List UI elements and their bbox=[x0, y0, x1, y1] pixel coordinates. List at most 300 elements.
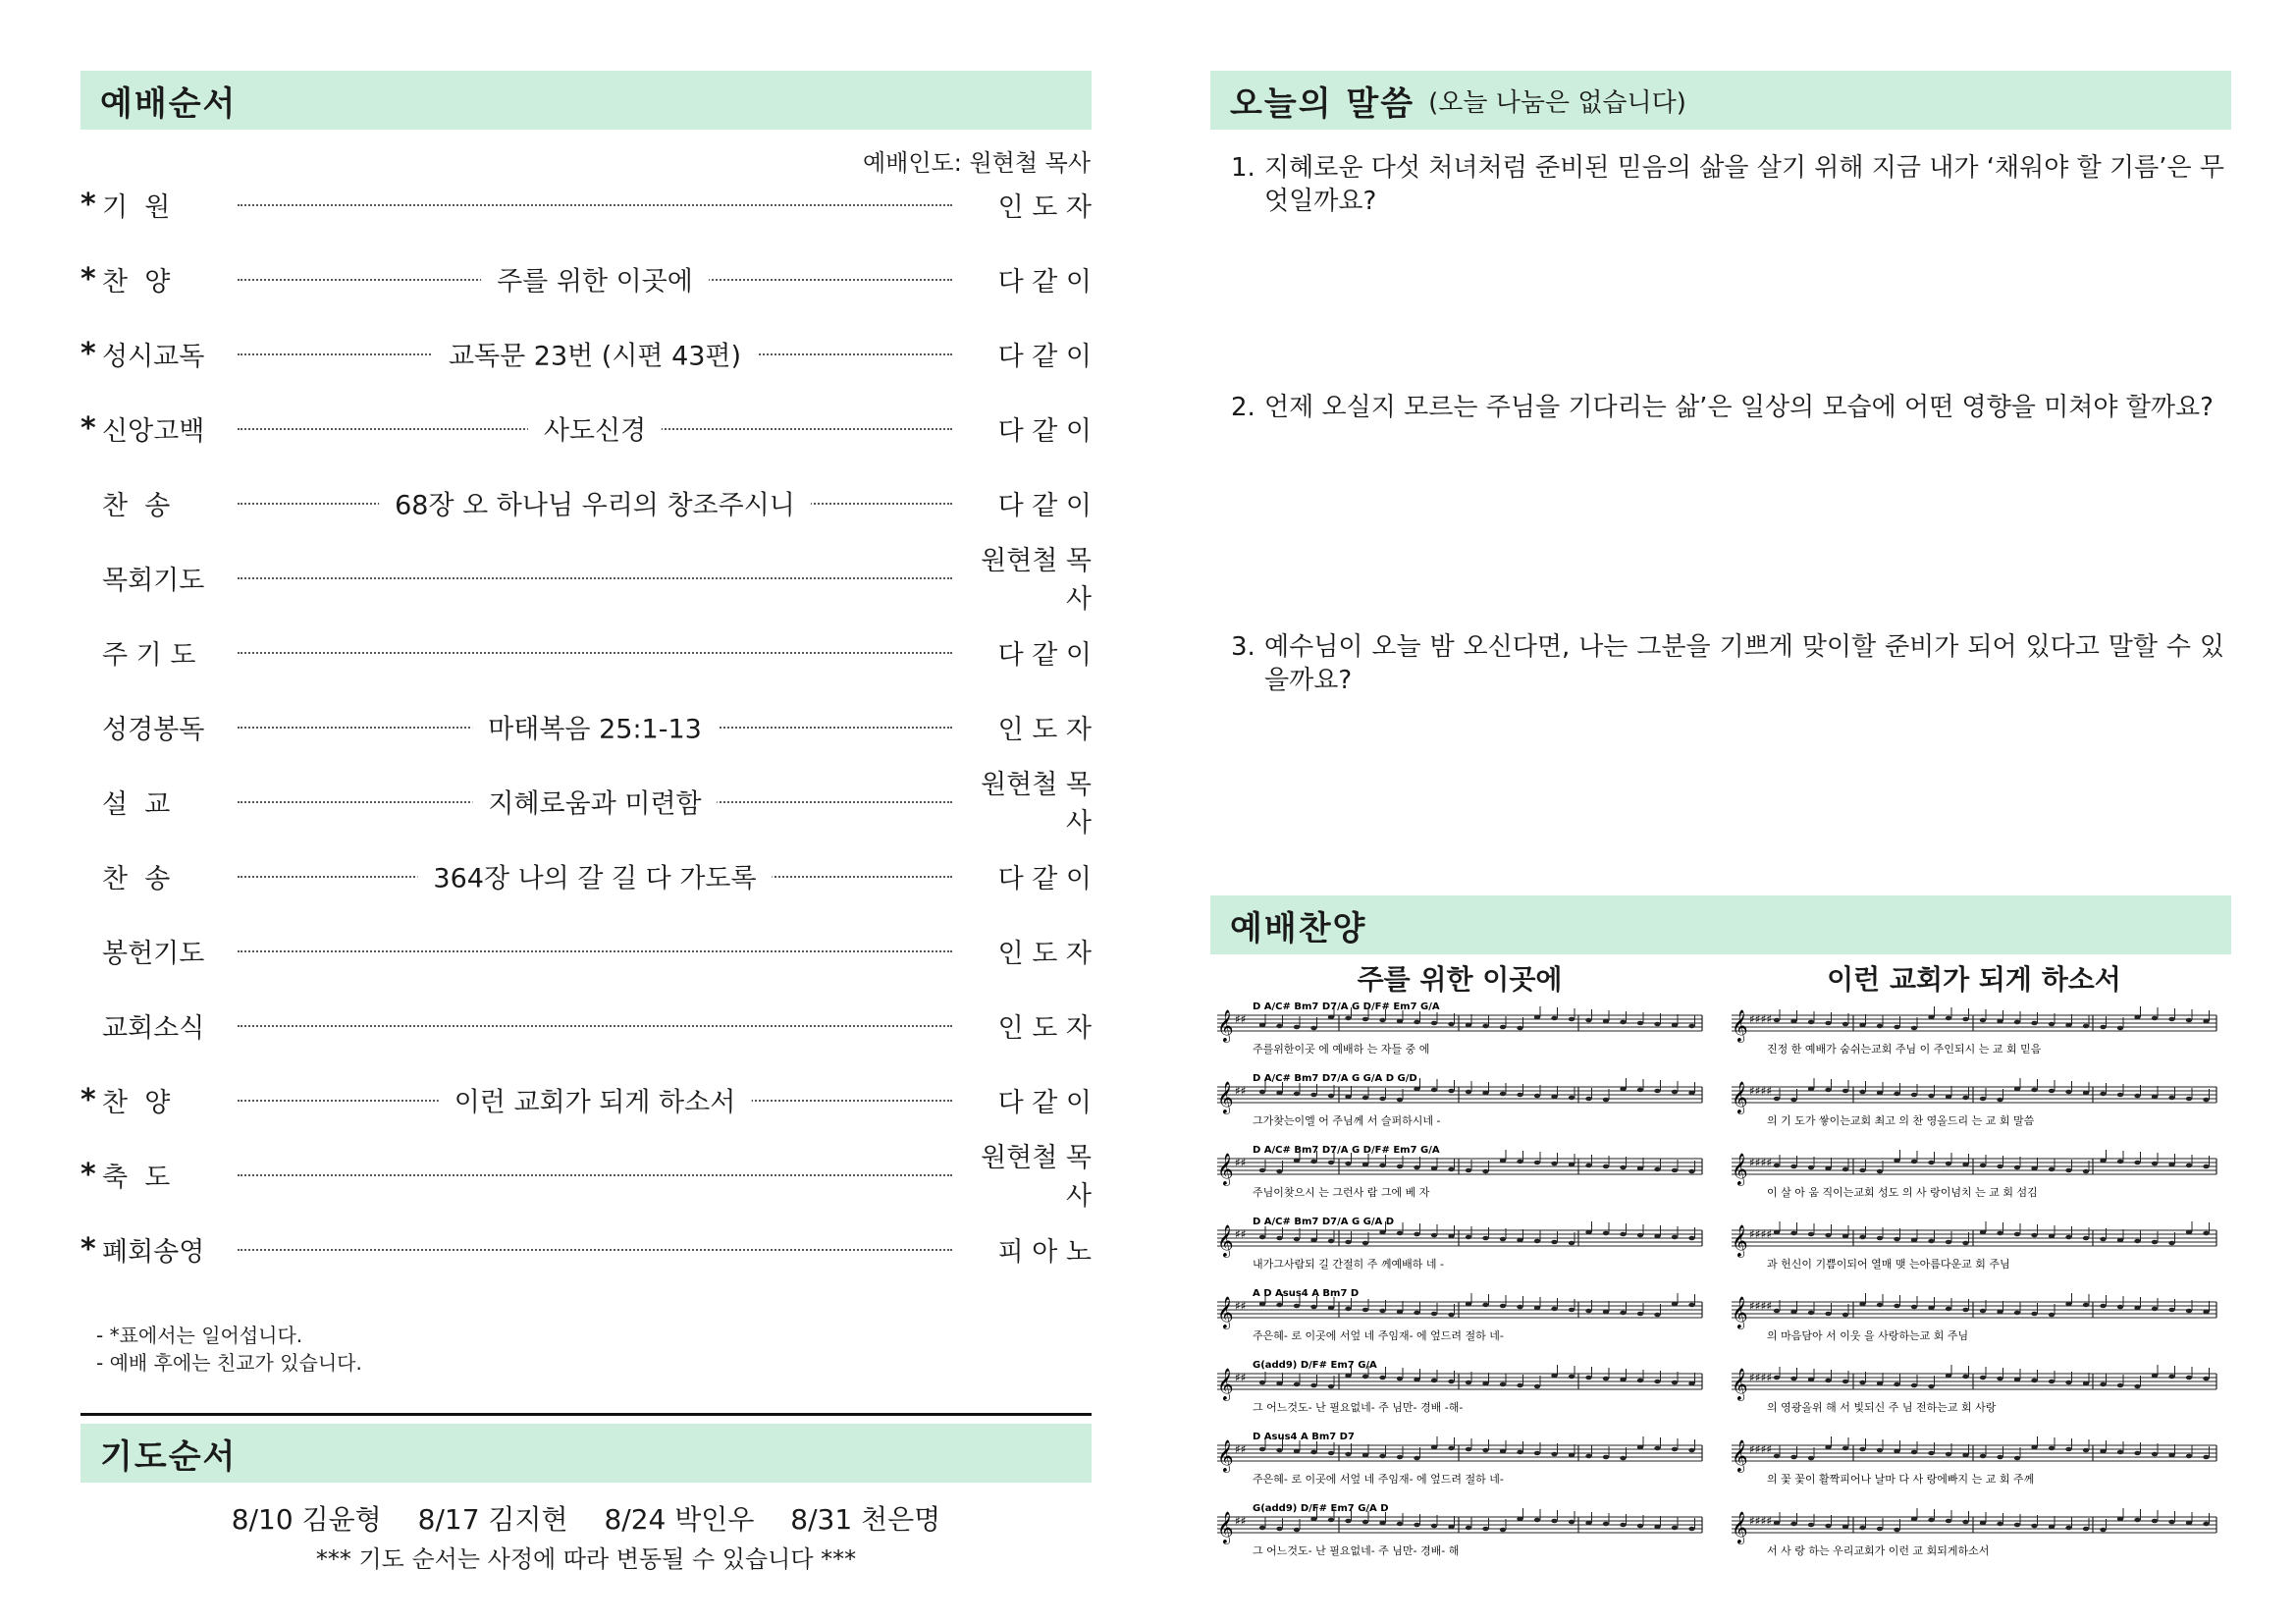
chord-symbols: G(add9) D/F# Em7 G/A bbox=[1253, 1360, 1377, 1371]
song-title: 주를 위한 이곳에 bbox=[1357, 963, 1563, 996]
note-head bbox=[1825, 1088, 1831, 1093]
note-head bbox=[1877, 1448, 1883, 1453]
note-head bbox=[2186, 1309, 2192, 1314]
order-performer: 다 같 이 bbox=[997, 266, 1092, 298]
note-head bbox=[1620, 1523, 1626, 1528]
note-head bbox=[2168, 1375, 2174, 1380]
note-head bbox=[1379, 1521, 1385, 1526]
note-head bbox=[1551, 1452, 1557, 1457]
note-head bbox=[2083, 1381, 2089, 1386]
note-head bbox=[1672, 1526, 1678, 1531]
note-head bbox=[2186, 1454, 2192, 1459]
word-subtitle: (오늘 나눔은 없습니다) bbox=[1428, 87, 1686, 118]
note-head bbox=[1569, 1453, 1575, 1458]
note-head bbox=[1620, 1378, 1626, 1382]
chord-symbols: D Asus4 A Bm7 D7 bbox=[1253, 1432, 1355, 1442]
dotted-leader bbox=[238, 408, 952, 448]
standing-mark: * bbox=[80, 187, 96, 222]
note-head bbox=[1294, 1449, 1300, 1454]
prayer-note: *** 기도 순서는 사정에 따라 변동될 수 있습니다 *** bbox=[315, 1545, 857, 1573]
staff-line bbox=[1728, 1213, 2220, 1284]
note-head bbox=[1397, 1310, 1403, 1315]
note-head bbox=[2152, 1016, 2158, 1021]
note-head bbox=[1928, 1518, 1934, 1523]
note-head bbox=[2186, 1018, 2192, 1023]
note-head bbox=[1672, 1302, 1678, 1307]
note-head bbox=[1310, 1093, 1316, 1098]
note-head bbox=[1448, 1167, 1454, 1172]
key-signature-icon: ♯♯ bbox=[1235, 1442, 1247, 1456]
note-head bbox=[2203, 1377, 2209, 1381]
lyric-line: 주님이찾으시 는 그런사 람 그에 베 자 bbox=[1253, 1186, 1430, 1199]
key-signature-icon: ♯♯♯♯ bbox=[1749, 1442, 1773, 1456]
note-head bbox=[2117, 1026, 2123, 1031]
note-head bbox=[2083, 1024, 2089, 1029]
note-head bbox=[1345, 1095, 1351, 1100]
treble-clef-icon: 𝄞 bbox=[1732, 1224, 1748, 1257]
note-head bbox=[2049, 1380, 2055, 1384]
staff-line bbox=[1213, 998, 1706, 1069]
note-head bbox=[1414, 1020, 1419, 1025]
chord-symbols: A D Asus4 A Bm7 D bbox=[1253, 1288, 1360, 1299]
note-head bbox=[1946, 1095, 1951, 1100]
treble-clef-icon: 𝄞 bbox=[1732, 1009, 1748, 1042]
note-head bbox=[1825, 1379, 1831, 1383]
note-head bbox=[1414, 1523, 1419, 1528]
note-head bbox=[1877, 1169, 1883, 1174]
staff-notation bbox=[1213, 1499, 1706, 1571]
order-performer: 다 같 이 bbox=[997, 490, 1092, 521]
treble-clef-icon: 𝄞 bbox=[1217, 1439, 1234, 1472]
note-head bbox=[1894, 1304, 1899, 1309]
key-signature-icon: ♯♯ bbox=[1235, 1514, 1247, 1528]
note-head bbox=[2031, 1088, 2037, 1093]
note-head bbox=[2100, 1092, 2106, 1097]
note-head bbox=[1551, 1374, 1557, 1379]
order-label: 찬 양 bbox=[102, 1087, 171, 1118]
note-head bbox=[1362, 1017, 1368, 1022]
note-head bbox=[2117, 1093, 2123, 1098]
prayer-header bbox=[80, 1424, 1092, 1483]
note-head bbox=[1362, 1308, 1368, 1313]
note-head bbox=[2049, 1525, 2055, 1530]
question-1 bbox=[1231, 151, 2224, 218]
note-head bbox=[2049, 1089, 2055, 1094]
lyric-line: 주를위한이곳 에 예배하 는 자들 중 에 bbox=[1253, 1043, 1430, 1056]
staff-line bbox=[1728, 1499, 2220, 1571]
note-head bbox=[1448, 1313, 1454, 1318]
order-row bbox=[80, 540, 1092, 615]
note-head bbox=[1894, 1159, 1899, 1164]
note-head bbox=[1294, 1528, 1300, 1533]
order-label: 신앙고백 bbox=[102, 415, 205, 447]
note-head bbox=[2168, 1241, 2174, 1246]
note-head bbox=[1482, 1024, 1488, 1029]
note-head bbox=[1842, 1167, 1848, 1172]
note-head bbox=[1328, 1161, 1334, 1165]
note-head bbox=[1825, 1524, 1831, 1529]
note-head bbox=[1276, 1381, 1282, 1386]
praise-header bbox=[1210, 895, 2231, 954]
staff-notation bbox=[1728, 1069, 2220, 1141]
note-head bbox=[1620, 1087, 1626, 1092]
note-head bbox=[2168, 1453, 2174, 1458]
note-head bbox=[2168, 1163, 2174, 1167]
note-head bbox=[1569, 1520, 1575, 1525]
note-head bbox=[2203, 1455, 2209, 1460]
note-head bbox=[1877, 1303, 1883, 1308]
order-row bbox=[80, 316, 1092, 391]
note-head bbox=[2117, 1305, 2123, 1310]
staff-notation bbox=[1213, 1069, 1706, 1141]
lyric-line: 주은혜- 로 이곳에 서엎 네 주임재- 에 엎드려 절하 네- bbox=[1253, 1329, 1504, 1342]
note-head bbox=[1276, 1303, 1282, 1308]
order-row bbox=[80, 988, 1092, 1062]
note-head bbox=[1431, 1021, 1437, 1026]
note-head bbox=[2014, 1456, 2020, 1461]
note-head bbox=[1414, 1165, 1419, 1170]
order-row bbox=[80, 1137, 1092, 1212]
note-head bbox=[1962, 1096, 1968, 1101]
key-signature-icon: ♯♯♯♯ bbox=[1749, 1299, 1773, 1313]
note-head bbox=[2014, 1523, 2020, 1528]
note-head bbox=[1294, 1025, 1300, 1030]
staff-line bbox=[1728, 1428, 2220, 1499]
note-head bbox=[1379, 1454, 1385, 1459]
note-fellowship: - 예배 후에는 친교가 있습니다. bbox=[96, 1351, 362, 1375]
note-head bbox=[1397, 1455, 1403, 1460]
order-performer: 피 아 노 bbox=[997, 1236, 1092, 1268]
lyric-line: 과 헌신이 기쁨이되어 열매 맺 는아름다운교 회 주님 bbox=[1767, 1258, 2010, 1271]
note-head bbox=[1997, 1098, 2002, 1103]
note-head bbox=[1259, 1023, 1265, 1028]
note-head bbox=[1466, 1447, 1471, 1452]
order-performer: 다 같 이 bbox=[997, 863, 1092, 894]
chord-symbols: D A/C# Bm7 D7/A G G/A D bbox=[1253, 1217, 1395, 1227]
prayer-name: 8/10 김윤형 bbox=[231, 1503, 382, 1536]
note-head bbox=[1517, 1517, 1522, 1522]
note-head bbox=[1259, 1380, 1265, 1385]
key-signature-icon: ♯♯♯♯ bbox=[1749, 1227, 1773, 1241]
note-head bbox=[1911, 1383, 1917, 1388]
staff-line bbox=[1728, 1356, 2220, 1428]
note-head bbox=[1569, 1308, 1575, 1313]
note-head bbox=[1551, 1016, 1557, 1021]
note-head bbox=[1569, 1241, 1575, 1246]
note-head bbox=[1466, 1302, 1471, 1307]
note-head bbox=[1620, 1232, 1626, 1237]
note-head bbox=[2065, 1023, 2071, 1028]
note-head bbox=[2100, 1528, 2106, 1533]
note-head bbox=[2134, 1239, 2140, 1244]
note-head bbox=[1414, 1456, 1419, 1461]
order-label: 축 도 bbox=[102, 1162, 171, 1193]
staff-notation bbox=[1728, 1356, 2220, 1428]
order-label: 교회소식 bbox=[102, 1012, 205, 1044]
key-signature-icon: ♯♯ bbox=[1235, 1227, 1247, 1241]
note-head bbox=[2100, 1449, 2106, 1454]
note-head bbox=[1911, 1026, 1917, 1031]
order-row bbox=[80, 1212, 1092, 1286]
order-title: 마태복음 25:1-13 bbox=[472, 708, 718, 746]
note-head bbox=[1500, 1528, 1506, 1533]
note-head bbox=[2186, 1164, 2192, 1168]
note-head bbox=[1790, 1522, 1796, 1527]
note-head bbox=[1980, 1018, 1986, 1023]
note-head bbox=[1774, 1164, 1780, 1168]
staff-notation bbox=[1213, 1284, 1706, 1356]
note-head bbox=[1482, 1527, 1488, 1532]
note-head bbox=[1448, 1234, 1454, 1239]
note-head bbox=[1637, 1233, 1643, 1238]
order-label: 찬 송 bbox=[102, 863, 171, 894]
lyric-line: 내가그사람되 길 간절히 주 께예배하 네 - bbox=[1253, 1258, 1444, 1271]
note-head bbox=[1997, 1455, 2002, 1460]
note-head bbox=[1276, 1527, 1282, 1532]
note-head bbox=[1500, 1449, 1506, 1454]
note-head bbox=[2152, 1452, 2158, 1457]
note-head bbox=[1637, 1021, 1643, 1026]
note-head bbox=[1997, 1231, 2002, 1236]
question-number: 3. bbox=[1231, 632, 1255, 662]
note-head bbox=[1517, 1238, 1522, 1243]
note-head bbox=[1637, 1088, 1643, 1093]
order-performer: 다 같 이 bbox=[997, 639, 1092, 671]
lyric-line: 그 어느것도- 난 필요없네- 주 님만- 경배 -해- bbox=[1253, 1401, 1464, 1414]
note-head bbox=[1259, 1302, 1265, 1307]
staff-line bbox=[1728, 1141, 2220, 1213]
chord-symbols: D A/C# Bm7 D7/A G D/F# Em7 G/A bbox=[1253, 1001, 1440, 1012]
note-head bbox=[2186, 1097, 2192, 1102]
staff-line bbox=[1213, 1213, 1706, 1284]
order-performer: 인 도 자 bbox=[997, 191, 1092, 223]
note-head bbox=[1466, 1235, 1471, 1240]
note-head bbox=[1842, 1525, 1848, 1530]
prayer-schedule bbox=[80, 1498, 1092, 1538]
treble-clef-icon: 𝄞 bbox=[1732, 1368, 1748, 1400]
note-head bbox=[2117, 1450, 2123, 1455]
dotted-leader bbox=[238, 259, 952, 298]
chord-symbols: D A/C# Bm7 D7/A G G/A D G/D bbox=[1253, 1073, 1417, 1084]
note-head bbox=[1842, 1234, 1848, 1239]
note-head bbox=[1620, 1165, 1626, 1170]
note-head bbox=[1534, 1384, 1540, 1389]
order-performer: 다 같 이 bbox=[997, 415, 1092, 447]
note-head bbox=[1362, 1520, 1368, 1525]
key-signature-icon: ♯♯ bbox=[1235, 1299, 1247, 1313]
note-head bbox=[1294, 1092, 1300, 1097]
note-head bbox=[1946, 1307, 1951, 1312]
note-head bbox=[1482, 1448, 1488, 1453]
note-head bbox=[1672, 1168, 1678, 1173]
key-signature-icon: ♯♯♯♯ bbox=[1749, 1012, 1773, 1026]
note-head bbox=[1517, 1383, 1522, 1388]
note-head bbox=[1962, 1163, 1968, 1167]
note-head bbox=[1790, 1310, 1796, 1315]
treble-clef-icon: 𝄞 bbox=[1217, 1296, 1234, 1328]
note-head bbox=[1328, 1239, 1334, 1244]
note-head bbox=[1637, 1312, 1643, 1317]
note-head bbox=[1379, 1164, 1385, 1168]
note-head bbox=[2203, 1164, 2209, 1169]
note-head bbox=[1310, 1383, 1316, 1388]
note-head bbox=[2031, 1379, 2037, 1383]
note-head bbox=[1569, 1096, 1575, 1101]
order-row bbox=[80, 1062, 1092, 1137]
note-head bbox=[1517, 1160, 1522, 1164]
key-signature-icon: ♯♯♯♯ bbox=[1749, 1371, 1773, 1384]
staff-notation bbox=[1728, 998, 2220, 1069]
note-head bbox=[1877, 1381, 1883, 1386]
order-title: 68장 오 하나님 우리의 창조주시니 bbox=[379, 484, 811, 522]
note-head bbox=[1328, 1384, 1334, 1389]
note-head bbox=[1345, 1307, 1351, 1312]
note-head bbox=[1997, 1522, 2002, 1527]
note-head bbox=[2134, 1306, 2140, 1311]
note-head bbox=[1466, 1380, 1471, 1385]
note-head bbox=[1294, 1382, 1300, 1387]
order-row bbox=[80, 839, 1092, 913]
note-head bbox=[2203, 1019, 2209, 1024]
note-head bbox=[1362, 1096, 1368, 1101]
staff-notation bbox=[1213, 1141, 1706, 1213]
note-head bbox=[1603, 1522, 1609, 1527]
note-head bbox=[2031, 1233, 2037, 1238]
note-head bbox=[2049, 1234, 2055, 1239]
treble-clef-icon: 𝄞 bbox=[1217, 1224, 1234, 1257]
note-head bbox=[1842, 1089, 1848, 1094]
note-head bbox=[2031, 1021, 2037, 1026]
order-label: 성시교독 bbox=[102, 341, 205, 372]
note-head bbox=[1345, 1452, 1351, 1457]
note-head bbox=[1517, 1026, 1522, 1031]
note-head bbox=[1688, 1448, 1694, 1453]
note-head bbox=[1894, 1382, 1899, 1387]
note-head bbox=[1379, 1097, 1385, 1102]
note-head bbox=[1551, 1162, 1557, 1166]
order-performer: 다 같 이 bbox=[997, 1087, 1092, 1118]
note-head bbox=[1585, 1018, 1591, 1023]
note-head bbox=[1310, 1305, 1316, 1310]
note-head bbox=[1517, 1305, 1522, 1310]
note-head bbox=[1431, 1233, 1437, 1238]
note-head bbox=[1911, 1160, 1917, 1164]
note-head bbox=[1397, 1377, 1403, 1381]
note-head bbox=[1962, 1520, 1968, 1525]
note-head bbox=[1946, 1162, 1951, 1166]
note-head bbox=[2152, 1240, 2158, 1245]
note-head bbox=[1328, 1306, 1334, 1311]
note-head bbox=[1569, 1163, 1575, 1167]
order-row bbox=[80, 167, 1092, 242]
note-head bbox=[1774, 1521, 1780, 1526]
standing-mark: * bbox=[80, 1231, 96, 1267]
note-head bbox=[1534, 1306, 1540, 1311]
note-head bbox=[1842, 1313, 1848, 1318]
note-head bbox=[1585, 1097, 1591, 1102]
order-label: 찬 양 bbox=[102, 266, 171, 298]
treble-clef-icon: 𝄞 bbox=[1732, 1439, 1748, 1472]
note-head bbox=[1859, 1235, 1865, 1240]
dotted-leader bbox=[238, 185, 952, 224]
note-head bbox=[1259, 1090, 1265, 1095]
note-head bbox=[1603, 1377, 1609, 1381]
note-head bbox=[2203, 1310, 2209, 1315]
note-head bbox=[1482, 1169, 1488, 1174]
note-head bbox=[2083, 1448, 2089, 1453]
note-head bbox=[2203, 1098, 2209, 1103]
standing-mark: * bbox=[80, 261, 96, 297]
order-row bbox=[80, 391, 1092, 465]
note-head bbox=[1310, 1238, 1316, 1243]
note-head bbox=[1431, 1312, 1437, 1317]
order-row bbox=[80, 764, 1092, 839]
order-row bbox=[80, 615, 1092, 689]
note-head bbox=[2014, 1311, 2020, 1316]
note-head bbox=[2186, 1521, 2192, 1526]
staff-line bbox=[1213, 1284, 1706, 1356]
note-head bbox=[1688, 1527, 1694, 1532]
question-text: 지혜로운 다섯 처녀처럼 준비된 믿음의 삶을 살기 위해 지금 내가 ‘채워야 할 기름’은 무엇일까요? bbox=[1264, 153, 2224, 216]
note-head bbox=[1997, 1377, 2002, 1381]
treble-clef-icon: 𝄞 bbox=[1732, 1081, 1748, 1113]
order-row bbox=[80, 465, 1092, 540]
note-head bbox=[2031, 1312, 2037, 1317]
note-head bbox=[2134, 1161, 2140, 1165]
note-head bbox=[1654, 1380, 1660, 1384]
note-head bbox=[2152, 1162, 2158, 1166]
note-head bbox=[1672, 1023, 1678, 1028]
note-head bbox=[1894, 1025, 1899, 1030]
note-head bbox=[1688, 1091, 1694, 1096]
note-head bbox=[1310, 1450, 1316, 1455]
note-head bbox=[2049, 1022, 2055, 1027]
note-head bbox=[1397, 1019, 1403, 1024]
note-head bbox=[1397, 1098, 1403, 1103]
treble-clef-icon: 𝄞 bbox=[1217, 1368, 1234, 1400]
note-head bbox=[1379, 1376, 1385, 1380]
note-head bbox=[2083, 1091, 2089, 1096]
note-head bbox=[2100, 1237, 2106, 1242]
note-head bbox=[1962, 1308, 1968, 1313]
note-head bbox=[1688, 1381, 1694, 1386]
note-head bbox=[1620, 1456, 1626, 1461]
note-head bbox=[1379, 1230, 1385, 1235]
note-head bbox=[2083, 1236, 2089, 1241]
note-head bbox=[1362, 1163, 1368, 1167]
note-head bbox=[2134, 1384, 2140, 1389]
note-head bbox=[2168, 1017, 2174, 1022]
note-head bbox=[1397, 1522, 1403, 1527]
note-head bbox=[1448, 1446, 1454, 1451]
note-head bbox=[1790, 1098, 1796, 1103]
note-head bbox=[1276, 1236, 1282, 1241]
key-signature-icon: ♯♯ bbox=[1235, 1084, 1247, 1098]
note-head bbox=[1500, 1382, 1506, 1387]
note-head bbox=[2203, 1522, 2209, 1527]
order-row bbox=[80, 242, 1092, 316]
standing-mark: * bbox=[80, 1082, 96, 1117]
staff-notation bbox=[1213, 1428, 1706, 1499]
note-head bbox=[1431, 1379, 1437, 1383]
note-head bbox=[1534, 1518, 1540, 1523]
note-head bbox=[2117, 1160, 2123, 1164]
note-head bbox=[1928, 1306, 1934, 1311]
note-head bbox=[1911, 1238, 1917, 1243]
lyric-line: 의 영광올위 해 서 빛되신 주 님 전하는교 회 사랑 bbox=[1767, 1401, 1997, 1414]
note-head bbox=[1946, 1374, 1951, 1379]
note-head bbox=[1466, 1526, 1471, 1531]
